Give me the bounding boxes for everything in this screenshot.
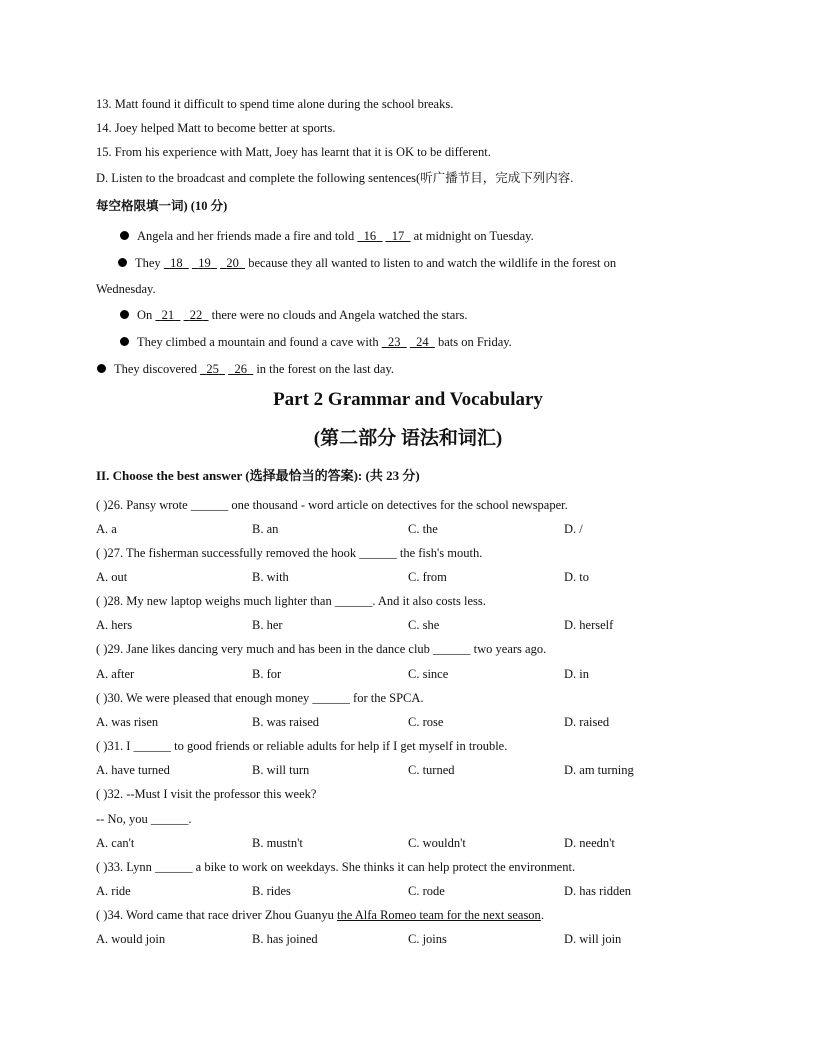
option-c[interactable]: C. rose: [408, 715, 444, 729]
option-b[interactable]: B. her: [252, 618, 283, 632]
bullet-item-16-17: Angela and her friends made a fire and told 16 17 at midnight on Tuesday.: [120, 228, 534, 244]
option-a[interactable]: A. have turned: [96, 763, 170, 777]
option-c[interactable]: C. wouldn't: [408, 836, 466, 850]
question-26-stem: ( )26. Pansy wrote ______ one thousand - word article on detectives for the school newspaper.: [96, 498, 568, 512]
blank-26: 26: [234, 362, 247, 376]
option-a[interactable]: A. would join: [96, 932, 166, 946]
option-c[interactable]: C. the: [408, 522, 438, 536]
section-ii-heading: II. Choose the best answer (选择最恰当的答案): (共 23 分): [96, 468, 420, 483]
option-d[interactable]: D. to: [564, 570, 589, 584]
option-b[interactable]: B. rides: [252, 884, 291, 898]
part-2-subtitle: (第二部分 语法和词汇): [313, 428, 503, 449]
question-34-options: [96, 931, 720, 947]
bullet-icon: [120, 310, 129, 319]
option-b[interactable]: B. was raised: [252, 715, 319, 729]
option-d[interactable]: D. /: [564, 522, 583, 536]
option-d[interactable]: D. needn't: [564, 836, 615, 850]
option-d[interactable]: D. in: [564, 667, 589, 681]
blank-21: 21: [161, 308, 175, 322]
question-32-stem: ( )32. --Must I visit the professor this week?: [96, 787, 317, 801]
blank-17: 17: [391, 229, 405, 243]
part-2-title: Part 2 Grammar and Vocabulary: [273, 389, 543, 410]
blank-18: 18: [170, 256, 183, 270]
option-b[interactable]: B. mustn't: [252, 836, 303, 850]
blank-23: 23: [387, 335, 401, 349]
option-a[interactable]: A. was risen: [96, 715, 159, 729]
option-b[interactable]: B. has joined: [252, 932, 318, 946]
question-29-options: [96, 666, 720, 682]
bullet-item-23-24: They climbed a mountain and found a cave with 23 24 bats on Friday.: [120, 334, 512, 350]
question-32-response: -- No, you ______.: [96, 812, 192, 826]
option-c[interactable]: C. rode: [408, 884, 445, 898]
option-c[interactable]: C. from: [408, 570, 447, 584]
option-b[interactable]: B. with: [252, 570, 289, 584]
statement-15: 15. From his experience with Matt, Joey has learnt that it is OK to be different.: [96, 145, 491, 159]
question-34-stem: ( )34. Word came that race driver Zhou Guanyu the Alfa Romeo team for the next season.: [96, 908, 544, 922]
option-c[interactable]: C. she: [408, 618, 440, 632]
option-d[interactable]: D. will join: [564, 932, 622, 946]
blank-22: 22: [189, 308, 203, 322]
bullet-item-18-20: They 18 19 20 because they all wanted to listen to and watch the wildlife in the forest on: [118, 255, 720, 271]
option-d[interactable]: D. raised: [564, 715, 610, 729]
option-c[interactable]: C. joins: [408, 932, 447, 946]
bullet-icon: [120, 231, 129, 240]
blank-19: 19: [198, 256, 211, 270]
option-c[interactable]: C. since: [408, 667, 449, 681]
bullet-icon: [118, 258, 127, 267]
section-d-instructions: D. Listen to the broadcast and complete the following sentences(听广播节目，完成下列内容.: [96, 171, 574, 185]
question-29-stem: ( )29. Jane likes dancing very much and has been in the dance club ______ two years ago.: [96, 642, 547, 656]
option-a[interactable]: A. can't: [96, 836, 135, 850]
question-32-options: [96, 835, 720, 851]
option-b[interactable]: B. an: [252, 522, 279, 536]
question-30-options: [96, 714, 720, 730]
bullet-item-25-26: They discovered 25 26 in the forest on the last day.: [97, 361, 394, 377]
bullet-icon: [120, 337, 129, 346]
question-33-options: [96, 883, 720, 899]
bullet-icon: [97, 364, 106, 373]
question-31-stem: ( )31. I ______ to good friends or reliable adults for help if I get myself in trouble.: [96, 739, 508, 753]
option-d[interactable]: D. herself: [564, 618, 614, 632]
option-b[interactable]: B. for: [252, 667, 282, 681]
question-28-options: [96, 617, 720, 633]
blank-25: 25: [206, 362, 219, 376]
question-31-options: [96, 762, 720, 778]
question-27-stem: ( )27. The fisherman successfully removed the hook ______ the fish's mouth.: [96, 546, 483, 560]
option-b[interactable]: B. will turn: [252, 763, 310, 777]
option-a[interactable]: A. out: [96, 570, 128, 584]
section-d-note: 每空格限填一词) (10 分): [96, 199, 228, 213]
question-30-stem: ( )30. We were pleased that enough money ______ for the SPCA.: [96, 691, 424, 705]
option-d[interactable]: D. am turning: [564, 763, 634, 777]
option-a[interactable]: A. a: [96, 522, 117, 536]
bullet-item-18-20-continued: Wednesday.: [96, 282, 156, 296]
statement-13: 13. Matt found it difficult to spend time alone during the school breaks.: [96, 97, 454, 111]
bullet-item-21-22: On 21 22 there were no clouds and Angela watched the stars.: [120, 307, 467, 323]
blank-24: 24: [416, 335, 429, 349]
question-26-options: [96, 521, 720, 537]
option-c[interactable]: C. turned: [408, 763, 455, 777]
underlined-phrase: the Alfa Romeo team for the next season: [337, 908, 541, 922]
option-a[interactable]: A. hers: [96, 618, 133, 632]
question-27-options: [96, 569, 720, 585]
option-a[interactable]: A. ride: [96, 884, 131, 898]
statement-14: 14. Joey helped Matt to become better at sports.: [96, 121, 336, 135]
question-33-stem: ( )33. Lynn ______ a bike to work on weekdays. She thinks it can help protect the environment.: [96, 860, 576, 874]
option-d[interactable]: D. has ridden: [564, 884, 631, 898]
blank-16: 16: [363, 229, 377, 243]
option-a[interactable]: A. after: [96, 667, 135, 681]
question-28-stem: ( )28. My new laptop weighs much lighter than ______. And it also costs less.: [96, 594, 486, 608]
blank-20: 20: [226, 256, 239, 270]
